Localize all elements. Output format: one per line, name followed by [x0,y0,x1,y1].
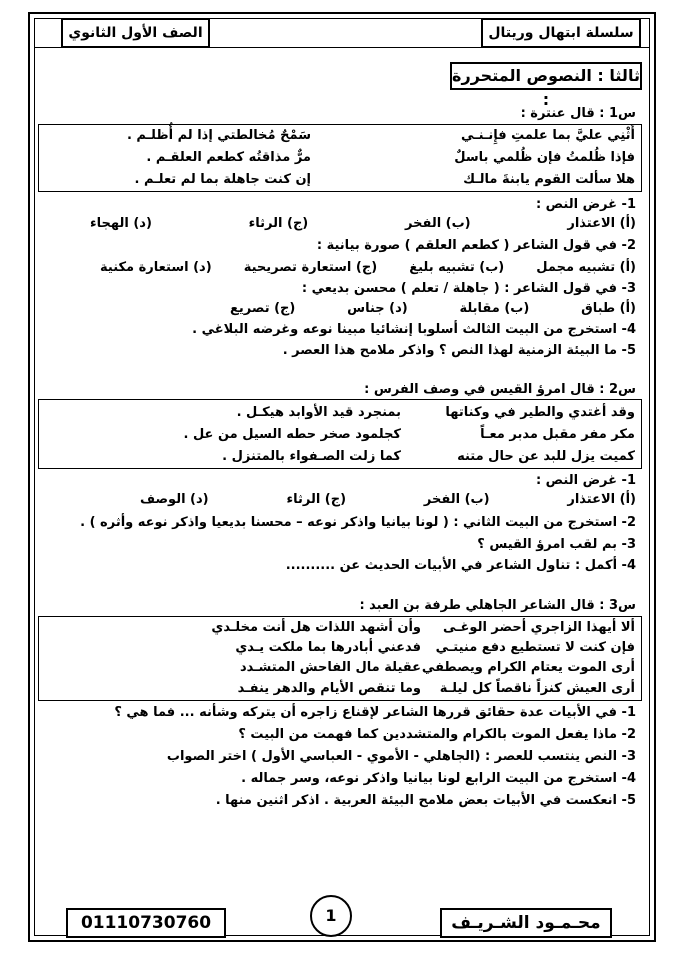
q2-poem-box [38,399,642,469]
option: (ب) مقابلة [459,301,530,316]
q1-verse-3b: إن كنت جاهلة بما لم تعلـم . [134,172,311,187]
q1-item-1: 1- غرض النص : [535,197,636,212]
q2-verse-3b: كما زلت الصـفواء بالمتنزل . [222,449,401,464]
phone-number: 01110730760 [66,908,226,938]
q1-verse-3a: هلا سألت القوم يابنةَ مالـك [463,172,635,187]
q1-verse-2a: فإذا ظُلمتُ فإن ظُلمي باسلٌ [454,150,635,165]
author-name: محـمـود الشـريـف [440,908,612,938]
section-title: ثالثا : النصوص المتحررة : [450,62,642,90]
q2-item-1: 1- غرض النص : [535,473,636,488]
q3-verse-3b: عقيلة مال الفاحش المتشـدد [239,660,421,675]
option: (ج) الرثاء [286,492,347,507]
q3-verse-1a: ألا أيهذا الزاجري أحضر الوغـى [442,620,635,635]
option: (أ) الاعتذار [567,216,636,231]
option: (ب) الفخر [405,216,471,231]
option: (ج) الرثاء [248,216,309,231]
option: (أ) الاعتذار [567,492,636,507]
q1-verse-2b: مرٌّ مذاقتُه كطعم العلقـم . [146,150,311,165]
q3-verse-4a: أرى العيش كنزاً ناقصاً كل ليلـة [439,681,635,696]
option: (د) استعارة مكنية [100,260,212,275]
q2-verse-1a: وقد أغتدي والطير في وكناتها [445,405,635,420]
q3-item-4: 4- استخرج من البيت الرابع لونا بيانيا واذكر نوعه، وسر جماله . [241,771,636,786]
q2-verse-2b: كجلمود صخر حطه السيل من عل . [183,427,401,442]
q2-item-2: 2- استخرج من البيت الثاني : ( لونا بيانيا واذكر نوعه – محسنا بديعيا واذكر نوعه وأثره ) . [80,515,636,530]
q3-verse-1b: وأن أشهد اللذات هل أنت مخلـدي [211,620,421,635]
header-divider [34,47,650,48]
q2-verse-1b: بمنجرد قيد الأوابد هيكـل . [236,405,401,420]
q2-item-3: 3- بم لقب امرؤ القيس ؟ [477,537,636,552]
series-title: سلسلة ابتهال وريتال [481,18,641,48]
q2-item-1-options [140,491,636,509]
grade-label: الصف الأول الثانوي [61,18,210,48]
q1-item-2-options [100,259,636,277]
q2-verse-3a: كميت يزل للبد عن حال متنه [457,449,635,464]
option: (ج) تصريع [230,301,296,316]
q3-poem-box [38,616,642,701]
q2-verse-2a: مكر مفر مقبل مدبر معـاً [480,427,635,442]
q1-poem-box [38,124,642,192]
option: (أ) تشبيه مجمل [536,260,636,275]
q3-item-3: 3- النص ينتسب للعصر : (الجاهلي - الأموي - العباسي الأول ) اختر الصواب [166,749,636,764]
q1-item-5: 5- ما البيئة الزمنية لهذا النص ؟ واذكر ملامح هذا العصر . [282,343,636,358]
q3-verse-2b: فدعني أبادرها بما ملكت يـدي [235,640,421,655]
page-number: 1 [310,895,352,937]
option: (ب) الفخر [423,492,490,507]
q1-title: س1 : قال عنترة : [520,106,636,121]
q1-item-3: 3- في قول الشاعر : ( جاهلة / تعلم ) محسن بديعي : [301,281,636,296]
q3-item-1: 1- في الأبيات عدة حقائق قررها الشاعر لإقناع زاجره أن يتركه وشأنه ... فما هي ؟ [114,705,636,720]
option: (ج) استعارة تصريحية [243,260,378,275]
q3-verse-3a: أرى الموت يعتام الكرام ويصطفي [421,660,635,675]
q1-item-4: 4- استخرج من البيت الثالث أسلوبا إنشائيا مبينا نوعه وغرضه البلاغي . [192,322,636,337]
option: (د) الهجاء [90,216,152,231]
q2-title: س2 : قال امرؤ القيس في وصف الفرس : [364,382,636,397]
q3-item-5: 5- انعكست في الأبيات بعض ملامح البيئة العربية . اذكر اثنين منها . [215,793,636,808]
q1-verse-1a: أَثْنِي عليَّ بما علمتِ فإِنـنـي [460,128,635,143]
q1-item-1-options [90,215,636,233]
option: (د) الوصف [140,492,209,507]
q3-verse-2a: فإن كنت لا تستطيع دفع منيتـي [435,640,635,655]
q1-verse-1b: سَمْحٌ مُخالطتي إذا لم أُظلـم . [126,128,311,143]
option: (ب) تشبيه بليغ [409,260,505,275]
q3-verse-4b: وما تنقص الأيام والدهر ينفـد [237,681,421,696]
q3-title: س3 : قال الشاعر الجاهلي طرفة بن العبد : [359,598,636,613]
option: (أ) طباق [581,301,636,316]
q2-item-4: 4- أكمل : تناول الشاعر في الأبيات الحديث عن .......... [285,558,636,573]
q3-item-2: 2- ماذا يفعل الموت بالكرام والمتشددين كما فهمت من البيت ؟ [238,727,636,742]
option: (د) جناس [347,301,408,316]
q1-item-3-options [230,300,636,318]
q1-item-2: 2- في قول الشاعر ( كطعم العلقم ) صورة بيانية : [316,238,636,253]
